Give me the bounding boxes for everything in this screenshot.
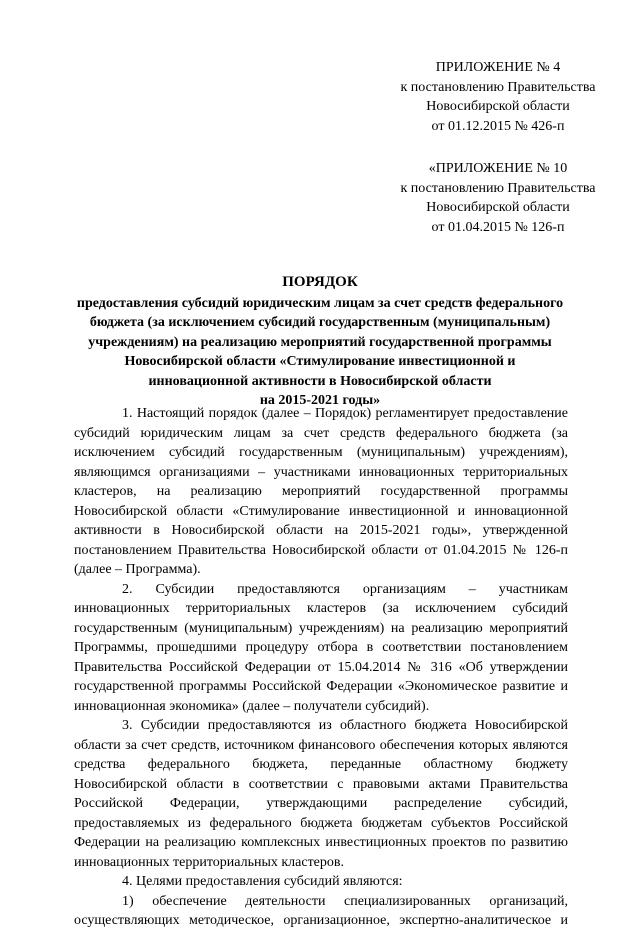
appendix-header-original — [390, 159, 606, 237]
subtitle-line: учреждениям) на реализацию мероприятий государственной программы — [88, 334, 552, 350]
appendix-line: Новосибирской области — [426, 200, 570, 215]
appendix-date: от 01.04.2015 № 126-п — [431, 219, 565, 235]
subtitle-line: бюджета (за исключением субсидий государственным (муниципальным) — [89, 315, 551, 330]
appendix-date: от 01.12.2015 № 426-п — [431, 118, 565, 134]
document-body — [74, 404, 568, 931]
paragraph: 3. Субсидии предоставляются из областного бюджета Новосибирской области за счет средств, источником финансового обеспечения которых являются средства федерального бюджета, переданные областному бюджету Новосибирской области в соответствии с правовыми актами Правительства Российской Федерации, утверждающими распределение субсидий, предоставляемых из федерального бюджета бюджетам субъектов Российской Федерации на реализацию комплексных инвестиционных проектов по развитию инновационных территориальных кластеров. — [74, 718, 568, 870]
appendix-line: к постановлению Правительства — [400, 180, 596, 196]
document-heading: ПОРЯДОК — [282, 274, 358, 290]
paragraph: 2. Субсидии предоставляются организациям – участникам инновационных территориальных кластеров (за исключением субсидий государственным (муниципальным) учреждениям) на реализацию мероприятий Программы, прошедшими процедуру отбора в соответствии постановлением Правительства Российской Федерации от 15.04.2014 № 316 «Об утверждении государственной программы Российской Федерации «Экономическое развитие и инновационная экономика» (далее – получатели субсидий). — [74, 581, 568, 714]
appendix-title: ПРИЛОЖЕНИЕ № 4 — [435, 60, 561, 75]
appendix-title: «ПРИЛОЖЕНИЕ № 10 — [428, 161, 568, 176]
appendix-header-current — [390, 58, 606, 136]
paragraph: 4. Целями предоставления субсидий являются: — [122, 874, 403, 889]
paragraph: 1) обеспечение деятельности специализированных организаций, осуществляющих методическое, организационное, экспертно-аналитическое и — [74, 893, 568, 928]
paragraph: 1. Настоящий порядок (далее – Порядок) регламентирует предоставление субсидий юридическим лицам за счет средств федерального бюджета (за исключением субсидий государственным (муниципальным) учреждениям), являющимся организациями – участниками инновационных территориальных кластеров, на реализацию мероприятий государственной программы Новосибирской области «Стимулирование инвестиционной и инновационной активности в Новосибирской области на 2015-2021 годы», утвержденной постановлением Правительства Новосибирской области от 01.04.2015 № 126-п (далее – Программа). — [74, 406, 568, 577]
appendix-line: к постановлению Правительства — [400, 79, 596, 95]
appendix-line: Новосибирской области — [426, 99, 570, 114]
subtitle-line: инновационной активности в Новосибирской области — [148, 373, 492, 389]
subtitle-line: Новосибирской области «Стимулирование инвестиционной и — [124, 354, 516, 369]
document-title-block — [74, 273, 566, 411]
subtitle-line: предоставления субсидий юридическим лицам за счет средств федерального — [76, 295, 564, 311]
subtitle-line: на 2015-2021 годы» — [259, 393, 381, 408]
